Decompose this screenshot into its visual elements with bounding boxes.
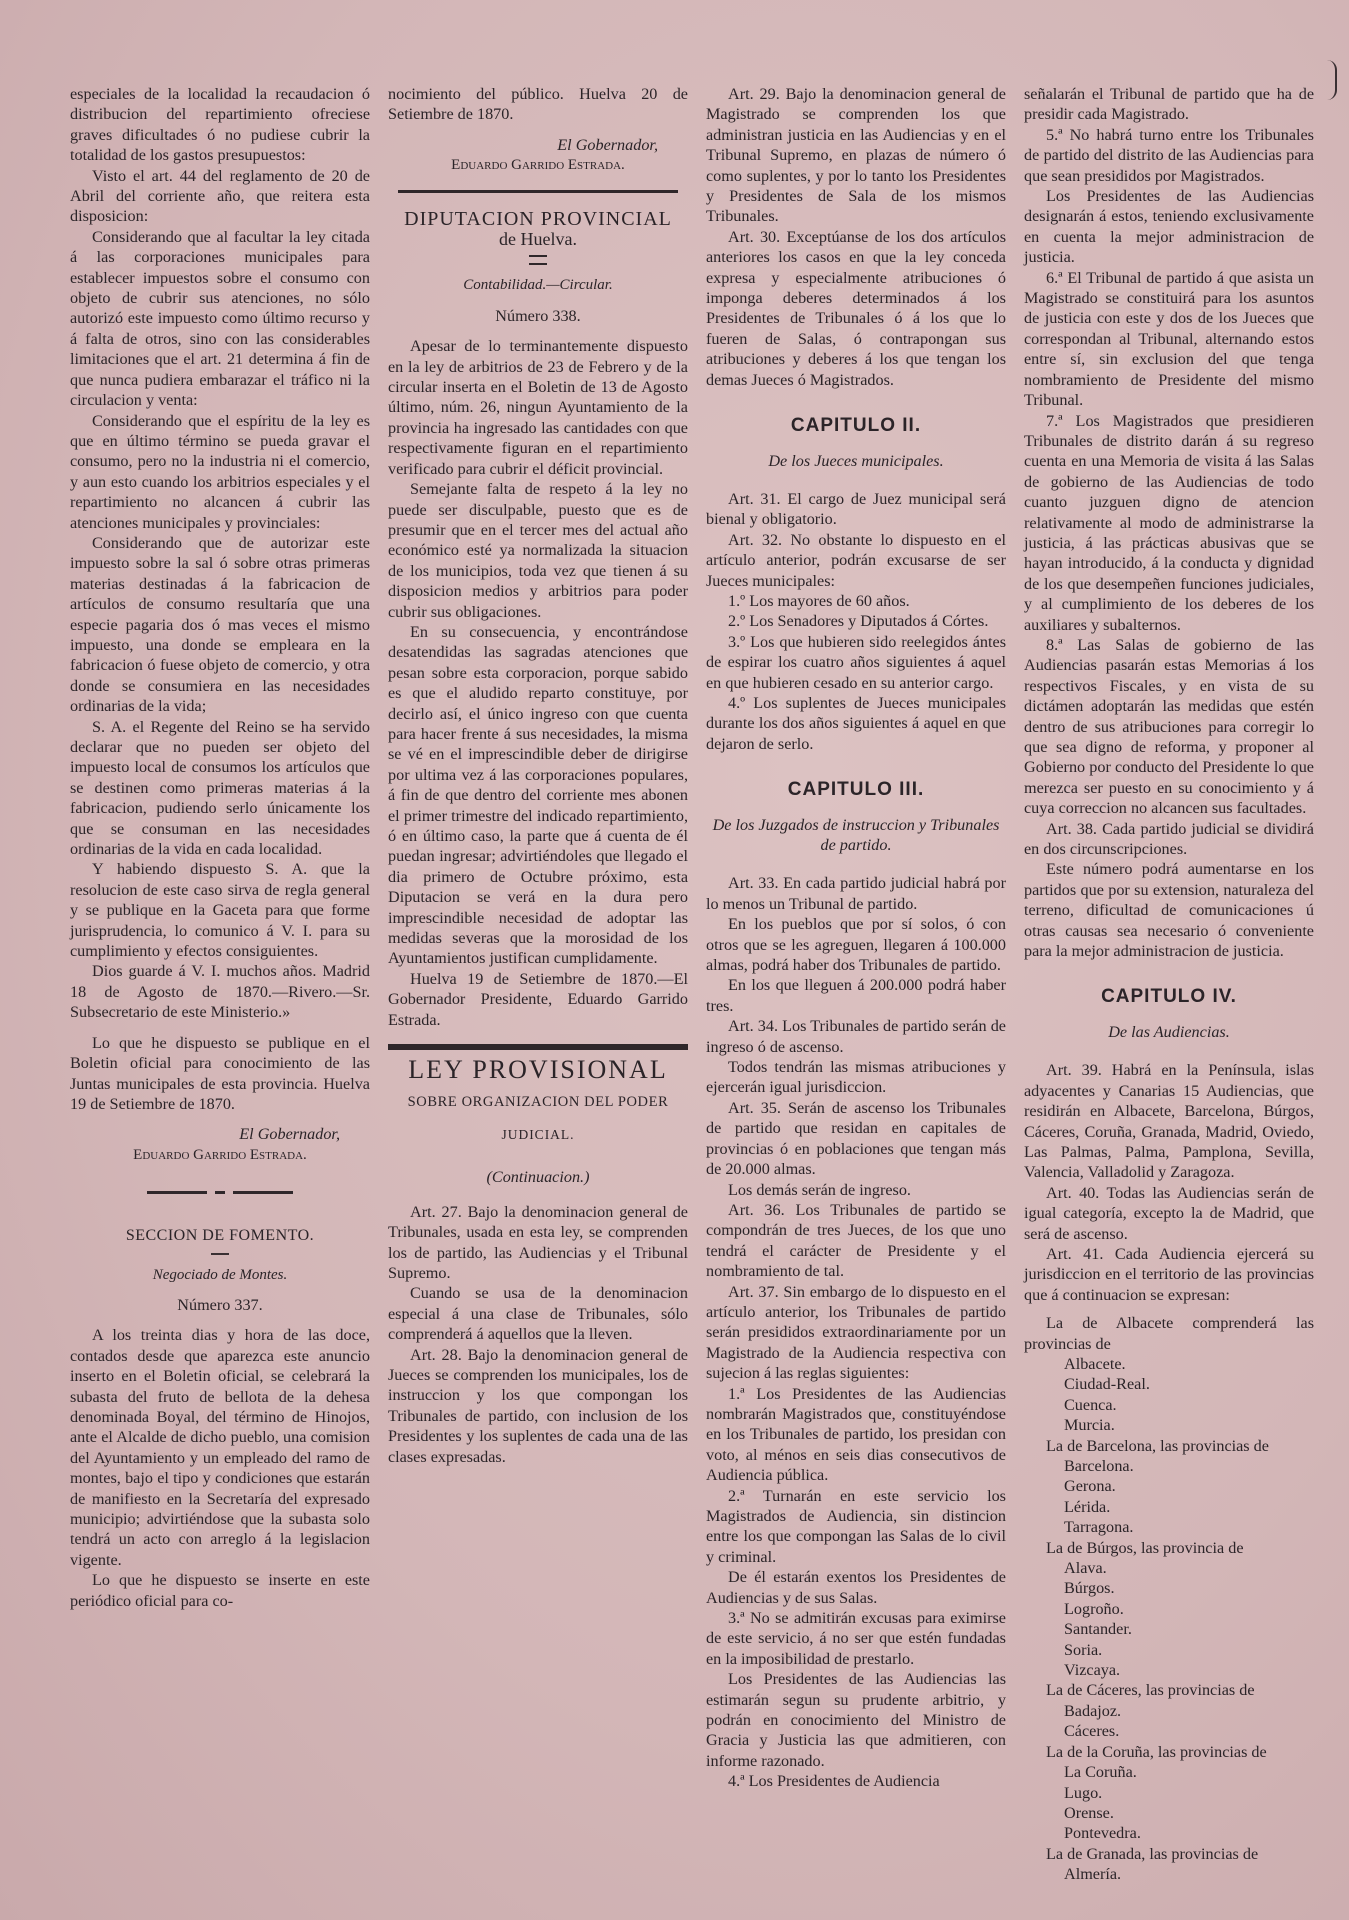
audiencia-heading: La de la Coruña, las provincias de <box>1046 1742 1267 1761</box>
province-item: Cáceres. <box>1064 1722 1120 1741</box>
province-item: Barcelona. <box>1064 1457 1134 1475</box>
province-item: Logroño. <box>1064 1599 1124 1618</box>
divider <box>211 1253 229 1255</box>
column-1 <box>70 84 370 1611</box>
paragraph: 4.ª Los Presidentes de Audiencia <box>728 1772 940 1791</box>
province-item: Lugo. <box>1064 1783 1103 1802</box>
paragraph: Considerando que el espíritu de la ley es que en último término se pueda gravar el consumo, pero no la industria ni el comercio, y aun esto cuando los arbitrios especiales y el repartimiento no alcancen á cubrir las atenciones municipales y provinciales: <box>70 411 370 532</box>
paragraph: A los treinta dias y hora de las doce, contados desde que aparezca este anuncio inserto en el Boletin oficial, se celebrará la subasta del fruto de bellota de la dehesa denominada Boyal, del término de Hinojos, ante el Alcalde de dicho pueblo, una comision del Ayuntamiento y un empleado del ramo de montes, bajo el tipo y condiciones que estarán de manifiesto en la Secretaría del expresado municipio; advirtiéndose que la subasta solo tendrá un acto con arreglo á la legislacion vigente. <box>70 1326 370 1569</box>
province-item: Badajoz. <box>1064 1701 1122 1720</box>
subheading: Contabilidad.—Circular. <box>463 277 613 294</box>
signature-name: Eduardo Garrido Estrada. <box>133 1146 307 1163</box>
paragraph: Lo que he dispuesto se publique en el Boletin oficial para conocimiento de las Juntas municipales de esta provincia. Huelva 19 de Setiembre de 1870. <box>70 1033 370 1113</box>
chapter-subheading: De los Jueces municipales. <box>768 451 944 470</box>
paragraph: Este número podrá aumentarse en los partidos que por su extension, naturaleza del terreno, dificultad de comunicaciones ú otras causas sea necesario ó conveniente para la mejor administracion de justicia. <box>1024 860 1314 961</box>
paragraph: Art. 40. Todas las Audiencias serán de igual categoría, excepto la de Madrid, que será de ascenso. <box>1024 1183 1314 1243</box>
paragraph: Art. 36. Los Tribunales de partido se compondrán de tres Jueces, de los que uno tendrá el carácter de Presidente y el nombramiento de tal. <box>706 1200 1006 1281</box>
paragraph: Los Presidentes de las Audiencias designarán á estos, teniendo exclusivamente en cuenta la mejor administracion de justicia. <box>1024 187 1314 267</box>
paragraph: señalarán el Tribunal de partido que ha de presidir cada Magistrado. <box>1024 85 1314 124</box>
signature-name: Eduardo Garrido Estrada. <box>451 157 625 174</box>
paragraph: Los demás serán de ingreso. <box>728 1180 911 1199</box>
column-4 <box>1024 84 1314 1885</box>
rule <box>388 1044 688 1050</box>
law-title: LEY PROVISIONAL <box>408 1055 668 1085</box>
announcement-number: Número 338. <box>495 306 581 325</box>
audiencia-heading: La de Albacete comprenderá las provincias de <box>1024 1314 1314 1353</box>
province-item: Soria. <box>1064 1640 1103 1659</box>
paragraph: 6.ª El Tribunal de partido á que asista un Magistrado se constituirá para los asuntos de justicia con este y dos de los Jueces que correspondan al Tribunal, alternando estos entre sí, sin exclusion del que tenga nombramiento de Presidente del mismo Tribunal. <box>1024 268 1314 410</box>
law-subtitle: SOBRE ORGANIZACION DEL PODER <box>407 1094 669 1111</box>
paragraph: 8.ª Las Salas de gobierno de las Audiencias pasarán estas Memorias á los respectivos Fiscales, y en vista de su dictámen adoptarán las medidas que estén dentro de sus atribuciones para corregir lo que sea digno de reforma, y proponer al Gobierno por conducto del Presidente lo que merezca ser puesto en su conocimiento y á cuya correccion no alcancen sus facultades. <box>1024 635 1314 818</box>
paragraph: Considerando que al facultar la ley citada á las corporaciones municipales para establecer impuestos sobre el consumo con objeto de cubrir sus atenciones, no sólo autorizó este impuesto como último recurso y á falta de otros, sino con las considerables limitaciones que el art. 21 determina á fin de que nunca pudiera embarazar el tráfico ni la circulacion y venta: <box>70 227 370 410</box>
section-heading: DIPUTACION PROVINCIAL <box>404 207 672 230</box>
paragraph: Apesar de lo terminantemente dispuesto en la ley de arbitrios de 23 de Febrero y de la circular inserta en el Boletin de 13 de Agosto último, núm. 26, ningun Ayuntamiento de la provincia ha ingresado las cantidades con que respectivamente figuran en el repartimiento verificado para cubrir el déficit provincial. <box>388 337 688 478</box>
column-3 <box>706 84 1006 1792</box>
paragraph: 3.ª No se admitirán excusas para eximirse de este servicio, á no ser que estén fundadas en la imposibilidad de prestarlo. <box>706 1609 1006 1668</box>
audiencia-heading: La de Barcelona, las provincias de <box>1046 1436 1269 1455</box>
paragraph: Art. 31. El cargo de Juez municipal será bienal y obligatorio. <box>706 489 1006 529</box>
continuation-note: (Continuacion.) <box>486 1168 590 1187</box>
province-item: Pontevedra. <box>1064 1824 1141 1843</box>
law-subtitle: JUDICIAL. <box>501 1126 575 1142</box>
province-item: Vizcaya. <box>1064 1661 1121 1680</box>
chapter-heading: CAPITULO IV. <box>1101 986 1237 1008</box>
list-item: 1.º Los mayores de 60 años. <box>728 591 910 610</box>
paragraph: Y habiendo dispuesto S. A. que la resolucion de este caso sirva de regla general y se publique en la Gaceta para que forme jurisprudencia, lo comunico á V. I. para su cumplimiento y efectos consiguientes. <box>70 860 370 961</box>
section-divider <box>70 1191 370 1194</box>
paragraph: En los pueblos que por sí solos, ó con otros que se les agreguen, llegaren á 100.000 almas, podrá haber dos Tribunales de partido. <box>706 915 1006 975</box>
paragraph: Art. 35. Serán de ascenso los Tribunales de partido que residan en capitales de provincias ó en poblaciones que tengan más de 20.000 almas. <box>706 1098 1006 1179</box>
province-item: Murcia. <box>1064 1416 1115 1435</box>
paragraph: Art. 28. Bajo la denominacion general de Jueces se comprenden los municipales, los de instruccion y los que compongan los Tribunales de partido, con inclusion de los Presidentes y los suplentes de cada una de las clases expresadas. <box>388 1345 688 1466</box>
province-item: Alava. <box>1064 1559 1107 1578</box>
province-item: Albacete. <box>1064 1354 1126 1373</box>
column-2 <box>388 84 688 1467</box>
paragraph: En los que lleguen á 200.000 podrá haber tres. <box>706 976 1006 1015</box>
province-item: La Coruña. <box>1064 1763 1137 1782</box>
chapter-heading: CAPITULO II. <box>790 415 922 437</box>
subheading: Negociado de Montes. <box>152 1266 288 1283</box>
paragraph: Art. 32. No obstante lo dispuesto en el artículo anterior, podrán excusarse de ser Jueces municipales: <box>706 530 1006 590</box>
paragraph: Los Presidentes de las Audiencias las estimarán segun su prudente arbitrio, y podrán en conocimiento del Ministro de Gracia y Justicia las que admitieren, con informe razonado. <box>706 1670 1006 1770</box>
chapter-heading: CAPITULO III. <box>787 779 925 801</box>
list-item: 4.º Los suplentes de Jueces municipales durante los dos años siguientes á aquel en que dejaron de serlo. <box>706 693 1006 753</box>
province-item: Cuenca. <box>1064 1395 1117 1414</box>
rule <box>398 190 678 193</box>
margin-mark <box>1321 60 1337 100</box>
paragraph: Art. 37. Sin embargo de lo dispuesto en el artículo anterior, los Tribunales de partido serán presididos extraordinariamente por un Magistrado de la Audiencia respectiva con sujecion á las reglas siguientes: <box>706 1282 1006 1383</box>
paragraph: Lo que he dispuesto se inserte en este periódico oficial para co- <box>70 1571 370 1610</box>
paragraph: especiales de la localidad la recaudacion ó distribucion del repartimiento ofreciese graves dificultades ó no pudiese cubrir la totalidad de los gastos presupuestos: <box>70 85 370 165</box>
signature-title: El Gobernador, <box>239 1125 340 1144</box>
paragraph: Todos tendrán las mismas atribuciones y ejercerán igual jurisdiccion. <box>706 1058 1006 1097</box>
province-item: Almería. <box>1064 1865 1122 1884</box>
paragraph: Huelva 19 de Setiembre de 1870.—El Gobernador Presidente, Eduardo Garrido Estrada. <box>388 969 688 1029</box>
paragraph: Art. 39. Habrá en la Península, islas adyacentes y Canarias 15 Audiencias, que residirán en Albacete, Barcelona, Búrgos, Cáceres, Coruña, Granada, Madrid, Oviedo, Las Palmas, Palma, Pamplona, Sevilla, Valencia, Valladolid y Zaragoza. <box>1024 1061 1314 1182</box>
province-list <box>1024 1313 1314 1884</box>
paragraph: 7.ª Los Magistrados que presidieren Tribunales de distrito darán á su regreso cuenta en una Memoria de visita á las Salas de gobierno de las Audiencias de todo cuanto juzguen digno de atencion relativamente al modo de administrarse la justicia, á las prácticas abusivas que se hayan introducido, á la conducta y dignidad de los que desempeñen funciones judiciales, y al cumplimiento de los deberes de los auxiliares y subalternos. <box>1024 411 1314 634</box>
section-subheading: de Huelva. <box>499 229 577 250</box>
chapter-subheading: De los Juzgados de instruccion y Tribunales de partido. <box>712 815 1000 854</box>
audiencia-heading: La de Granada, las provincias de <box>1046 1844 1259 1863</box>
audiencia-heading: La de Cáceres, las provincias de <box>1046 1681 1255 1700</box>
paragraph: nocimiento del público. Huelva 20 de Setiembre de 1870. <box>388 85 688 124</box>
province-item: Gerona. <box>1064 1477 1116 1496</box>
province-item: Ciudad-Real. <box>1064 1375 1150 1394</box>
province-item: Lérida. <box>1064 1497 1111 1516</box>
paragraph: Visto el art. 44 del reglamento de 20 de Abril del corriente año, que reitera esta disposicion: <box>70 166 370 226</box>
paragraph: De él estarán exentos los Presidentes de Audiencias y de sus Salas. <box>706 1568 1006 1607</box>
paragraph: Art. 29. Bajo la denominacion general de Magistrado se comprenden los que administran justicia en las Audiencias y en el Tribunal Supremo, en plazas de número ó como suplentes, y por lo tanto los Presidentes y Presidentes de Sala de los mismos Tribunales. <box>706 85 1006 226</box>
paragraph: S. A. el Regente del Reino se ha servido declarar que no pueden ser objeto del impuesto local de consumos los artículos que se destinen como primeras materias á la fabricacion, pudiendo serlo únicamente los que se consuman en las necesidades ordinarias de la vida en cada localidad. <box>70 717 370 859</box>
paragraph: Semejante falta de respeto á la ley no puede ser disculpable, puesto que es de presumir que en el tercer mes del actual año económico esté ya normalizada la situacion de los municipios, toda vez que tienen á su disposicion medios y arbitrios para poder cubrir sus obligaciones. <box>388 480 688 621</box>
paragraph: Considerando que de autorizar este impuesto sobre la sal ó sobre otras primeras materias destinadas á la fabricacion de artículos de consumo resultaría que una especie pagaria dos ó mas veces el mismo impuesto, una donde se empleara en la fabricacion ó fuese objeto de comercio, y otra donde se consumiera en las necesidades ordinarias de la vida; <box>70 533 370 716</box>
divider <box>529 255 547 265</box>
announcement-number: Número 337. <box>177 1295 263 1314</box>
paragraph: 5.ª No habrá turno entre los Tribunales de partido del distrito de las Audiencias para que sean presididos por Magistrados. <box>1024 125 1314 185</box>
list-item: 3.º Los que hubieren sido reelegidos ántes de espirar los cuatro años siguientes á aquel en que hubieren cesado en su anterior cargo. <box>706 632 1006 692</box>
paragraph: Cuando se usa de la denominacion especial á una clase de Tribunales, sólo comprenderá á aquellos que la lleven. <box>388 1284 688 1344</box>
paragraph: En su consecuencia, y encontrándose desatendidas las sagradas atenciones que pesan sobre esta corporacion, porque sabido es que el aludido reparto constituye, por decirlo así, el único ingreso con que cuenta para hacer frente á sus necesidades, la misma se vé en el imprescindible deber de dirigirse por ultima vez á las corporaciones populares, á fin de que dentro del corriente mes abonen el primer trimestre del indicado repartimiento, ó en último caso, la parte que á cuenta de él puedan ingresar; advirtiéndoles que llegado el dia primero de Octubre próximo, esta Diputacion se verá en la dura pero imprescindible necesidad de adoptar las medidas severas que la morosidad de los Ayuntamientos justifican cumplidamente. <box>388 622 688 968</box>
signature-title: El Gobernador, <box>557 135 658 154</box>
list <box>706 591 1006 754</box>
province-item: Orense. <box>1064 1803 1114 1822</box>
section-heading: SECCION DE FOMENTO. <box>125 1227 315 1245</box>
paragraph: Art. 41. Cada Audiencia ejercerá su jurisdiccion en el territorio de las provincias que á continuacion se expresan: <box>1024 1244 1314 1304</box>
paragraph: Art. 30. Exceptúanse de los dos artículos anteriores los casos en que la ley conceda expresa y especialmente atribuciones ó imponga deberes determinados á los Presidentes de Tribunales ó á los que lo fueren de Salas, ó contrapongan sus atribuciones y deberes á los que tengan los demas Jueces ó Magistrados. <box>706 227 1006 389</box>
province-item: Tarragona. <box>1064 1518 1134 1537</box>
province-item: Santander. <box>1064 1620 1132 1639</box>
paragraph: 2.ª Turnarán en este servicio los Magistrados de Audiencia, sin distincion entre los que compongan las Salas de lo civil y criminal. <box>706 1486 1006 1566</box>
chapter-subheading: De las Audiencias. <box>1108 1022 1230 1041</box>
paragraph: 1.ª Los Presidentes de las Audiencias nombrarán Magistrados que, constituyéndose en los Tribunales de partido, los presidan con voto, al ménos en seis dias consecutivos de Audiencia pública. <box>706 1384 1006 1485</box>
paragraph: Art. 38. Cada partido judicial se dividirá en dos circunscripciones. <box>1024 819 1314 859</box>
audiencia-heading: La de Búrgos, las provincia de <box>1046 1538 1244 1557</box>
paragraph: Dios guarde á V. I. muchos años. Madrid 18 de Agosto de 1870.—Rivero.—Sr. Subsecretario de este Ministerio.» <box>70 962 370 1022</box>
paragraph: Art. 34. Los Tribunales de partido serán de ingreso ó de ascenso. <box>706 1017 1006 1056</box>
paragraph: Art. 33. En cada partido judicial habrá por lo menos un Tribunal de partido. <box>706 874 1006 913</box>
list-item: 2.º Los Senadores y Diputados á Córtes. <box>728 612 989 631</box>
paragraph: Art. 27. Bajo la denominacion general de Tribunales, usada en esta ley, se comprenden los de partido, las Audiencias y el Tribunal Supremo. <box>388 1202 688 1282</box>
province-item: Búrgos. <box>1064 1579 1115 1598</box>
